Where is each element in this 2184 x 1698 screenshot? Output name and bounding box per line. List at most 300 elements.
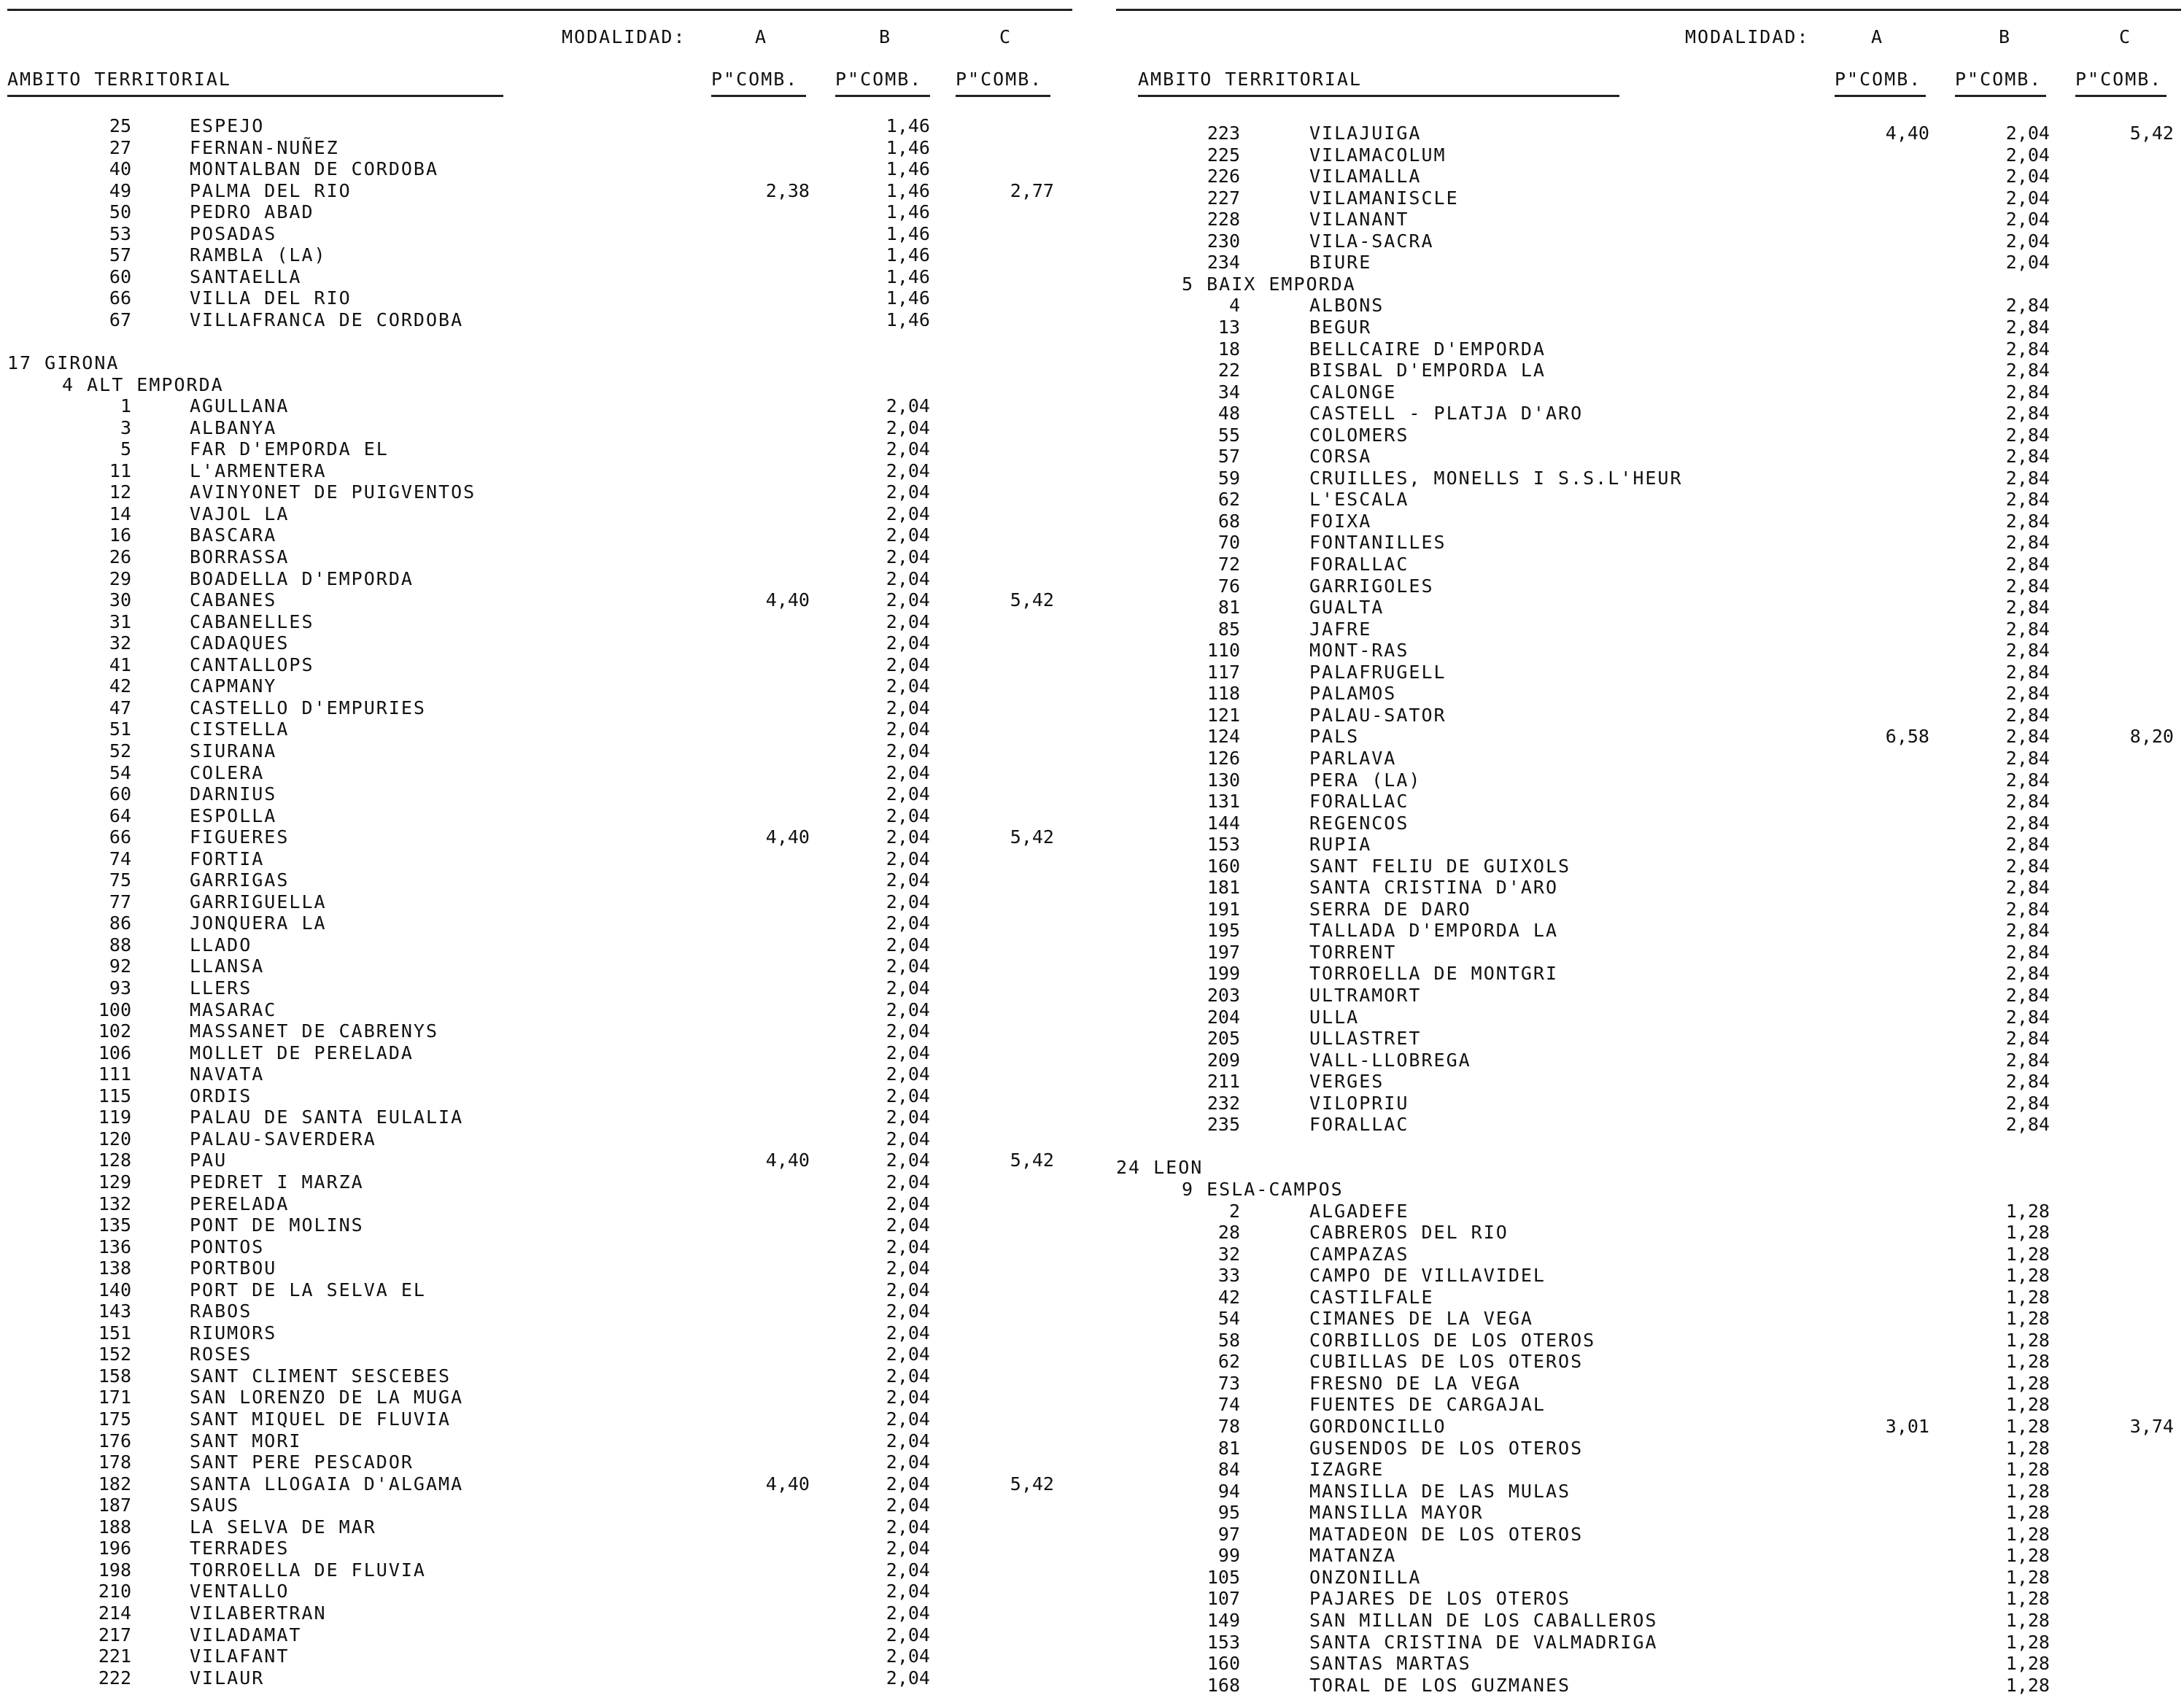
table-row bbox=[7, 1516, 1072, 1538]
right-column bbox=[1116, 0, 2181, 1698]
municipality-name: TALLADA D'EMPORDA LA bbox=[1309, 920, 1559, 942]
municipality-name: TORROELLA DE MONTGRI bbox=[1309, 963, 1559, 985]
pcomb-b-value: 1,46 bbox=[886, 115, 930, 136]
municipality-code: 228 bbox=[1207, 209, 1240, 230]
table-row bbox=[1116, 252, 2181, 273]
pcomb-b-value: 1,28 bbox=[2005, 1394, 2050, 1416]
table-row bbox=[7, 1236, 1072, 1257]
municipality-code: 73 bbox=[1217, 1372, 1240, 1394]
municipality-name: SAN MILLAN DE LOS CABALLEROS bbox=[1309, 1609, 1658, 1631]
municipality-name: CISTELLA bbox=[190, 718, 290, 740]
top-rule bbox=[1116, 9, 2181, 11]
municipality-name: FORALLAC bbox=[1309, 791, 1409, 813]
table-row bbox=[7, 546, 1072, 567]
pcomb-b-value: 2,84 bbox=[2005, 877, 2050, 899]
table-row bbox=[1116, 726, 2181, 747]
table-row bbox=[7, 395, 1072, 416]
municipality-name: CASTILFALE bbox=[1309, 1286, 1434, 1308]
pcomb-b-value: 2,04 bbox=[886, 1214, 930, 1236]
municipality-name: FORTIA bbox=[190, 848, 265, 869]
pcomb-a-value: 4,40 bbox=[765, 1150, 810, 1171]
table-row bbox=[1116, 1545, 2181, 1566]
municipality-code: 124 bbox=[1207, 726, 1240, 748]
province-label: 24 LEON bbox=[1116, 1157, 1204, 1179]
municipality-code: 126 bbox=[1207, 747, 1240, 769]
municipality-name: CUBILLAS DE LOS OTEROS bbox=[1309, 1351, 1584, 1373]
table-row bbox=[7, 244, 1072, 265]
municipality-code: 54 bbox=[1217, 1308, 1240, 1330]
table-row bbox=[7, 1020, 1072, 1042]
pcomb-a-value: 4,40 bbox=[765, 826, 810, 848]
pcomb-b-value: 2,04 bbox=[886, 1538, 930, 1559]
table-row bbox=[1116, 1567, 2181, 1588]
table-row bbox=[1116, 662, 2181, 683]
municipality-code: 25 bbox=[109, 115, 131, 136]
pcomb-b-value: 1,28 bbox=[2005, 1588, 2050, 1610]
pcomb-b-value: 2,04 bbox=[886, 654, 930, 675]
pcomb-a-value: 6,58 bbox=[1885, 726, 1929, 748]
table-row bbox=[7, 201, 1072, 222]
municipality-name: RIUMORS bbox=[190, 1322, 277, 1344]
municipality-name: CORBILLOS DE LOS OTEROS bbox=[1309, 1329, 1596, 1351]
table-row bbox=[1116, 985, 2181, 1006]
municipality-name: L'ESCALA bbox=[1309, 489, 1409, 511]
municipality-code: 175 bbox=[98, 1408, 131, 1430]
municipality-name: PALAU DE SANTA EULALIA bbox=[190, 1106, 464, 1128]
table-row bbox=[7, 955, 1072, 977]
table-row bbox=[1116, 877, 2181, 898]
municipality-code: 84 bbox=[1217, 1459, 1240, 1481]
municipality-code: 99 bbox=[1217, 1545, 1240, 1567]
municipality-name: POSADAS bbox=[190, 222, 277, 244]
municipality-code: 160 bbox=[1207, 855, 1240, 877]
col-c-heading: C bbox=[2119, 26, 2132, 47]
table-row bbox=[7, 912, 1072, 934]
municipality-code: 32 bbox=[109, 632, 131, 654]
table-row bbox=[1116, 963, 2181, 984]
municipality-name: RUPIA bbox=[1309, 834, 1372, 856]
municipality-code: 29 bbox=[109, 567, 131, 589]
pcomb-b-value: 2,84 bbox=[2005, 640, 2050, 662]
municipality-code: 211 bbox=[1207, 1071, 1240, 1093]
municipality-name: JAFRE bbox=[1309, 618, 1372, 640]
pcomb-b-value: 2,04 bbox=[886, 632, 930, 654]
municipality-name: PAJARES DE LOS OTEROS bbox=[1309, 1588, 1571, 1610]
pcomb-a-heading: P"COMB. bbox=[711, 69, 799, 90]
pcomb-b-value: 1,46 bbox=[886, 265, 930, 287]
municipality-code: 100 bbox=[98, 999, 131, 1020]
table-row bbox=[1116, 920, 2181, 941]
municipality-code: 217 bbox=[98, 1624, 131, 1645]
table-row bbox=[7, 740, 1072, 761]
municipality-code: 66 bbox=[109, 287, 131, 309]
table-row bbox=[1116, 1481, 2181, 1502]
municipality-name: TORAL DE LOS GUZMANES bbox=[1309, 1674, 1571, 1696]
municipality-name: CAMPO DE VILLAVIDEL bbox=[1309, 1265, 1546, 1287]
municipality-name: ALBONS bbox=[1309, 295, 1385, 317]
pcomb-b-value: 2,04 bbox=[886, 740, 930, 761]
municipality-code: 234 bbox=[1207, 252, 1240, 274]
table-row bbox=[7, 869, 1072, 891]
table-row bbox=[7, 115, 1072, 136]
municipality-code: 54 bbox=[109, 761, 131, 783]
pcomb-c-value: 5,42 bbox=[1010, 1473, 1054, 1495]
municipality-name: MATADEON DE LOS OTEROS bbox=[1309, 1523, 1584, 1545]
col-a-heading: A bbox=[755, 26, 768, 47]
municipality-name: MONT-RAS bbox=[1309, 640, 1409, 662]
table-row bbox=[7, 481, 1072, 503]
municipality-name: PALAU-SATOR bbox=[1309, 704, 1447, 726]
municipality-name: VILA-SACRA bbox=[1309, 230, 1434, 252]
pcomb-b-value: 2,84 bbox=[2005, 360, 2050, 381]
municipality-name: LLANSA bbox=[190, 955, 265, 977]
municipality-code: 102 bbox=[98, 1020, 131, 1042]
table-row bbox=[1116, 1007, 2181, 1028]
municipality-code: 97 bbox=[1217, 1523, 1240, 1545]
municipality-name: PORTBOU bbox=[190, 1257, 277, 1279]
pcomb-b-value: 2,04 bbox=[886, 1430, 930, 1451]
municipality-code: 57 bbox=[109, 244, 131, 266]
pcomb-b-value: 1,28 bbox=[2005, 1200, 2050, 1222]
municipality-code: 41 bbox=[109, 654, 131, 675]
municipality-name: FUENTES DE CARGAJAL bbox=[1309, 1394, 1546, 1416]
pcomb-b-value: 2,84 bbox=[2005, 812, 2050, 834]
table-row bbox=[7, 568, 1072, 589]
municipality-name: ALBANYA bbox=[190, 416, 277, 438]
pcomb-b-value: 1,28 bbox=[2005, 1502, 2050, 1524]
table-row bbox=[7, 1602, 1072, 1624]
pcomb-b-value: 2,04 bbox=[886, 416, 930, 438]
table-row bbox=[1116, 769, 2181, 791]
municipality-code: 70 bbox=[1217, 532, 1240, 554]
pcomb-b-value: 2,04 bbox=[886, 1020, 930, 1042]
pcomb-b-value: 1,28 bbox=[2005, 1653, 2050, 1675]
pcomb-b-value: 2,84 bbox=[2005, 1006, 2050, 1028]
municipality-code: 34 bbox=[1217, 381, 1240, 403]
municipality-code: 106 bbox=[98, 1042, 131, 1063]
table-row bbox=[1116, 705, 2181, 726]
pcomb-b-value: 2,84 bbox=[2005, 791, 2050, 813]
municipality-name: FAR D'EMPORDA EL bbox=[190, 438, 389, 460]
table-row bbox=[1116, 468, 2181, 489]
table-row bbox=[7, 675, 1072, 697]
municipality-code: 49 bbox=[109, 179, 131, 201]
pcomb-a-underline bbox=[1835, 95, 1926, 97]
table-row bbox=[7, 460, 1072, 481]
municipality-name: TORROELLA DE FLUVIA bbox=[190, 1559, 426, 1581]
municipality-code: 171 bbox=[98, 1387, 131, 1408]
table-row bbox=[1116, 1114, 2181, 1135]
table-row bbox=[1116, 187, 2181, 209]
table-row bbox=[7, 697, 1072, 718]
table-row bbox=[1116, 1502, 2181, 1523]
municipality-code: 62 bbox=[1217, 1351, 1240, 1373]
municipality-name: CABREROS DEL RIO bbox=[1309, 1222, 1509, 1244]
municipality-name: LA SELVA DE MAR bbox=[190, 1516, 376, 1538]
municipality-name: MANSILLA MAYOR bbox=[1309, 1502, 1484, 1524]
pcomb-b-value: 2,04 bbox=[886, 1279, 930, 1300]
pcomb-b-value: 1,46 bbox=[886, 287, 930, 309]
pcomb-b-value: 2,84 bbox=[2005, 532, 2050, 554]
comarca-label: 5 BAIX EMPORDA bbox=[1182, 273, 1356, 295]
municipality-name: SANT MORI bbox=[190, 1430, 302, 1451]
municipality-name: CANTALLOPS bbox=[190, 654, 314, 675]
table-row bbox=[7, 1128, 1072, 1150]
pcomb-a-underline bbox=[711, 95, 806, 97]
municipality-name: PALAMOS bbox=[1309, 683, 1397, 705]
table-row bbox=[7, 1257, 1072, 1279]
pcomb-b-value: 2,04 bbox=[886, 1150, 930, 1171]
municipality-name: VENTALLO bbox=[190, 1581, 290, 1602]
table-row bbox=[1116, 899, 2181, 920]
pcomb-b-value: 2,04 bbox=[2005, 123, 2050, 144]
municipality-code: 86 bbox=[109, 912, 131, 934]
municipality-name: SANTAELLA bbox=[190, 265, 302, 287]
pcomb-b-value: 1,46 bbox=[886, 309, 930, 330]
pcomb-b-value: 1,46 bbox=[886, 158, 930, 180]
municipality-name: BORRASSA bbox=[190, 546, 290, 567]
municipality-name: PORT DE LA SELVA EL bbox=[190, 1279, 426, 1300]
municipality-code: 138 bbox=[98, 1257, 131, 1279]
municipality-code: 94 bbox=[1217, 1480, 1240, 1502]
municipality-code: 13 bbox=[1217, 316, 1240, 338]
municipality-name: BIURE bbox=[1309, 252, 1372, 274]
table-row bbox=[7, 1042, 1072, 1063]
municipality-code: 92 bbox=[109, 955, 131, 977]
table-row bbox=[1116, 554, 2181, 575]
table-row bbox=[7, 783, 1072, 805]
municipality-name: PONTOS bbox=[190, 1236, 265, 1257]
municipality-code: 203 bbox=[1207, 985, 1240, 1006]
table-row bbox=[7, 1430, 1072, 1451]
pcomb-b-value: 2,04 bbox=[886, 805, 930, 826]
pcomb-b-underline bbox=[835, 95, 930, 97]
pcomb-b-value: 1,28 bbox=[2005, 1480, 2050, 1502]
table-row bbox=[1116, 1265, 2181, 1286]
pcomb-b-value: 2,04 bbox=[886, 589, 930, 611]
blank-row bbox=[7, 331, 1072, 352]
municipality-name: BEGUR bbox=[1309, 316, 1372, 338]
municipality-code: 235 bbox=[1207, 1114, 1240, 1136]
municipality-code: 3 bbox=[120, 416, 131, 438]
ambito-heading: AMBITO TERRITORIAL bbox=[1138, 69, 1362, 90]
municipality-code: 140 bbox=[98, 1279, 131, 1300]
municipality-code: 47 bbox=[109, 697, 131, 718]
municipality-code: 182 bbox=[98, 1473, 131, 1495]
pcomb-b-value: 1,28 bbox=[2005, 1286, 2050, 1308]
municipality-name: FORALLAC bbox=[1309, 554, 1409, 575]
table-row bbox=[1116, 230, 2181, 252]
municipality-code: 132 bbox=[98, 1193, 131, 1214]
municipality-name: MOLLET DE PERELADA bbox=[190, 1042, 414, 1063]
table-row bbox=[7, 180, 1072, 201]
pcomb-b-value: 2,84 bbox=[2005, 661, 2050, 683]
pcomb-b-value: 1,28 bbox=[2005, 1416, 2050, 1437]
table-row bbox=[7, 417, 1072, 438]
municipality-code: 120 bbox=[98, 1128, 131, 1150]
municipality-name: MANSILLA DE LAS MULAS bbox=[1309, 1480, 1571, 1502]
table-row bbox=[7, 223, 1072, 244]
pcomb-b-value: 2,04 bbox=[886, 1667, 930, 1689]
municipality-name: CASTELL - PLATJA D'ARO bbox=[1309, 403, 1584, 424]
municipality-name: BISBAL D'EMPORDA LA bbox=[1309, 360, 1546, 381]
table-row bbox=[7, 287, 1072, 309]
pcomb-a-value: 4,40 bbox=[765, 589, 810, 611]
municipality-code: 205 bbox=[1207, 1028, 1240, 1050]
municipality-code: 16 bbox=[109, 524, 131, 546]
pcomb-b-value: 2,04 bbox=[2005, 166, 2050, 187]
municipality-code: 118 bbox=[1207, 683, 1240, 705]
table-row bbox=[1116, 856, 2181, 877]
table-row bbox=[1116, 1588, 2181, 1609]
pcomb-b-value: 2,04 bbox=[886, 1602, 930, 1624]
table-row bbox=[1116, 1093, 2181, 1114]
municipality-name: PALMA DEL RIO bbox=[190, 179, 352, 201]
municipality-name: VILOPRIU bbox=[1309, 1092, 1409, 1114]
municipality-code: 225 bbox=[1207, 144, 1240, 166]
municipality-name: TERRADES bbox=[190, 1538, 290, 1559]
municipality-code: 81 bbox=[1217, 1437, 1240, 1459]
pcomb-b-value: 2,04 bbox=[886, 955, 930, 977]
table-row bbox=[1116, 1653, 2181, 1674]
table-row bbox=[7, 718, 1072, 740]
comarca-heading bbox=[1116, 274, 2181, 295]
pcomb-b-value: 1,28 bbox=[2005, 1566, 2050, 1588]
municipality-name: GUALTA bbox=[1309, 597, 1385, 619]
pcomb-b-value: 2,04 bbox=[886, 395, 930, 417]
pcomb-b-value: 1,28 bbox=[2005, 1222, 2050, 1244]
municipality-code: 168 bbox=[1207, 1674, 1240, 1696]
pcomb-b-value: 2,04 bbox=[886, 1042, 930, 1063]
table-row bbox=[1116, 424, 2181, 446]
pcomb-b-value: 2,04 bbox=[886, 438, 930, 460]
pcomb-b-value: 2,04 bbox=[886, 1559, 930, 1581]
pcomb-c-value: 5,42 bbox=[2129, 123, 2174, 144]
pcomb-b-value: 2,04 bbox=[886, 1495, 930, 1516]
pcomb-b-value: 2,84 bbox=[2005, 381, 2050, 403]
table-row bbox=[1116, 1675, 2181, 1696]
municipality-name: DARNIUS bbox=[190, 783, 277, 805]
table-row bbox=[7, 1538, 1072, 1559]
municipality-name: IZAGRE bbox=[1309, 1459, 1385, 1481]
municipality-name: GARRIGAS bbox=[190, 869, 290, 891]
municipality-code: 130 bbox=[1207, 769, 1240, 791]
municipality-name: PERELADA bbox=[190, 1193, 290, 1214]
municipality-code: 30 bbox=[109, 589, 131, 611]
table-row bbox=[7, 1408, 1072, 1430]
municipality-code: 42 bbox=[1217, 1286, 1240, 1308]
municipality-code: 1 bbox=[120, 395, 131, 417]
municipality-name: GUSENDOS DE LOS OTEROS bbox=[1309, 1437, 1584, 1459]
pcomb-b-value: 1,28 bbox=[2005, 1265, 2050, 1287]
pcomb-b-value: 2,84 bbox=[2005, 985, 2050, 1006]
table-row bbox=[7, 805, 1072, 826]
pcomb-b-value: 2,84 bbox=[2005, 575, 2050, 597]
pcomb-b-value: 2,84 bbox=[2005, 834, 2050, 856]
table-row bbox=[1116, 166, 2181, 187]
municipality-name: VAJOL LA bbox=[190, 503, 290, 524]
municipality-name: ALGADEFE bbox=[1309, 1200, 1409, 1222]
municipality-name: ORDIS bbox=[190, 1085, 252, 1106]
municipality-code: 27 bbox=[109, 136, 131, 158]
municipality-code: 178 bbox=[98, 1451, 131, 1473]
municipality-name: CRUILLES, MONELLS I S.S.L'HEUR bbox=[1309, 467, 1683, 489]
municipality-code: 110 bbox=[1207, 640, 1240, 662]
municipality-code: 152 bbox=[98, 1344, 131, 1365]
pcomb-a-value: 4,40 bbox=[765, 1473, 810, 1495]
municipality-name: VILABERTRAN bbox=[190, 1602, 327, 1624]
table-row bbox=[1116, 1632, 2181, 1653]
pcomb-b-value: 2,04 bbox=[886, 1387, 930, 1408]
municipality-name: VILLA DEL RIO bbox=[190, 287, 352, 309]
pcomb-b-value: 2,04 bbox=[886, 1128, 930, 1150]
municipality-code: 160 bbox=[1207, 1653, 1240, 1675]
pcomb-b-value: 1,28 bbox=[2005, 1609, 2050, 1631]
municipality-code: 64 bbox=[109, 805, 131, 826]
municipality-code: 68 bbox=[1217, 510, 1240, 532]
pcomb-b-value: 2,04 bbox=[2005, 252, 2050, 274]
pcomb-b-value: 2,04 bbox=[886, 999, 930, 1020]
pcomb-b-value: 1,46 bbox=[886, 201, 930, 223]
table-row bbox=[7, 1473, 1072, 1495]
pcomb-b-value: 2,04 bbox=[886, 503, 930, 524]
municipality-code: 198 bbox=[98, 1559, 131, 1581]
municipality-code: 222 bbox=[98, 1667, 131, 1689]
municipality-name: SANTA LLOGAIA D'ALGAMA bbox=[190, 1473, 464, 1495]
municipality-code: 111 bbox=[98, 1063, 131, 1085]
pcomb-b-value: 2,04 bbox=[886, 1451, 930, 1473]
municipality-code: 18 bbox=[1217, 338, 1240, 360]
municipality-name: RABOS bbox=[190, 1300, 252, 1322]
table-row bbox=[7, 1451, 1072, 1473]
municipality-code: 60 bbox=[109, 783, 131, 805]
municipality-code: 144 bbox=[1207, 812, 1240, 834]
municipality-code: 26 bbox=[109, 546, 131, 567]
municipality-name: SAN LORENZO DE LA MUGA bbox=[190, 1387, 464, 1408]
table-row bbox=[7, 438, 1072, 460]
pcomb-b-value: 2,04 bbox=[886, 891, 930, 912]
table-row bbox=[7, 1171, 1072, 1193]
pcomb-b-value: 2,84 bbox=[2005, 403, 2050, 424]
pcomb-c-heading: P"COMB. bbox=[956, 69, 1043, 90]
pcomb-b-value: 2,04 bbox=[886, 1645, 930, 1667]
pcomb-c-value: 3,74 bbox=[2129, 1416, 2174, 1437]
municipality-name: NAVATA bbox=[190, 1063, 265, 1085]
table-row bbox=[7, 1387, 1072, 1408]
municipality-code: 204 bbox=[1207, 1006, 1240, 1028]
pcomb-b-value: 2,84 bbox=[2005, 941, 2050, 963]
pcomb-c-value: 8,20 bbox=[2129, 726, 2174, 748]
col-b-heading: B bbox=[1999, 26, 2012, 47]
table-row bbox=[7, 1667, 1072, 1689]
pcomb-b-value: 2,84 bbox=[2005, 1028, 2050, 1050]
municipality-code: 74 bbox=[109, 848, 131, 869]
pcomb-a-value: 3,01 bbox=[1885, 1416, 1929, 1437]
table-row bbox=[7, 1063, 1072, 1085]
municipality-name: SANTAS MARTAS bbox=[1309, 1653, 1471, 1675]
pcomb-b-value: 2,84 bbox=[2005, 920, 2050, 942]
municipality-name: REGENCOS bbox=[1309, 812, 1409, 834]
municipality-name: FONTANILLES bbox=[1309, 532, 1447, 554]
municipality-name: ONZONILLA bbox=[1309, 1566, 1422, 1588]
municipality-code: 153 bbox=[1207, 1631, 1240, 1653]
pcomb-b-value: 2,84 bbox=[2005, 704, 2050, 726]
municipality-code: 119 bbox=[98, 1106, 131, 1128]
municipality-name: VILAJUIGA bbox=[1309, 123, 1422, 144]
municipality-code: 67 bbox=[109, 309, 131, 330]
pcomb-b-value: 2,04 bbox=[886, 1085, 930, 1106]
municipality-code: 11 bbox=[109, 460, 131, 481]
